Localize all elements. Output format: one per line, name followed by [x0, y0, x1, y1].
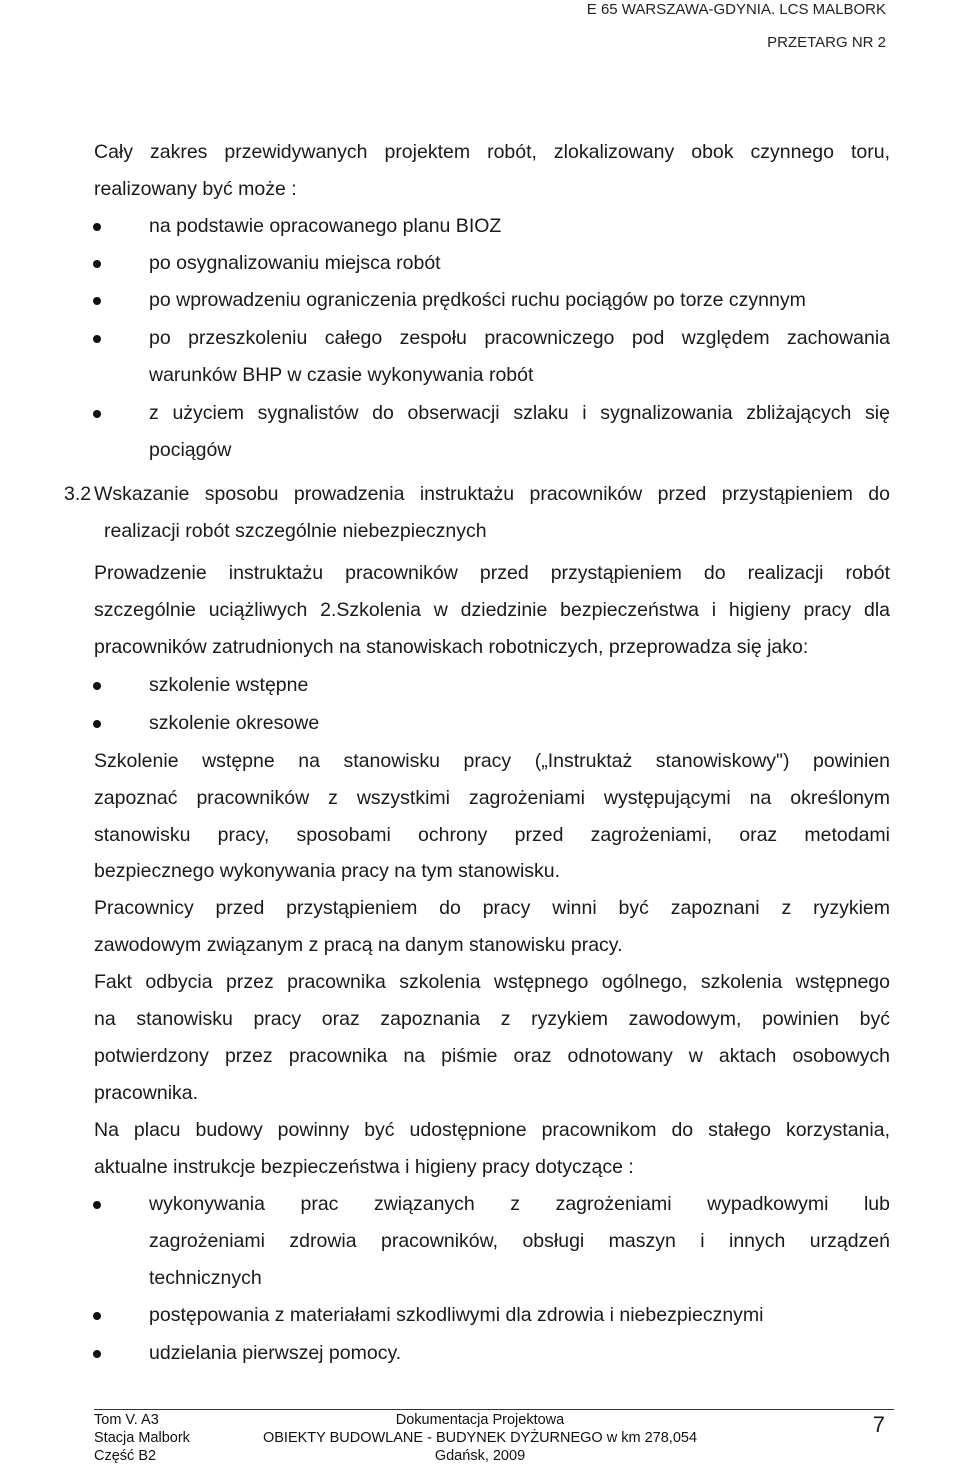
footer-doc-title: Dokumentacja Projektowa [395, 1412, 565, 1428]
footer-volume: Tom V. A3 [94, 1412, 159, 1428]
header-tender-number: PRZETARG NR 2 [767, 34, 886, 51]
paragraph-line: na stanowisku pracy oraz zapoznania z ryzykiem zawodowym, powinien być [94, 1008, 890, 1030]
paragraph-line: pracownika. [94, 1082, 199, 1104]
paragraph-line: potwierdzony przez pracownika na piśmie oraz odnotowany w aktach osobowych [94, 1045, 890, 1067]
list-item-continuation: warunków BHP w czasie wykonywania robót [149, 364, 534, 386]
list-item-continuation: zagrożeniami zdrowia pracowników, obsługi maszyn i innych urządzeń [149, 1230, 890, 1252]
bullet-icon [93, 1312, 101, 1320]
paragraph-line: Szkolenie wstępne na stanowisku pracy („Instruktaż stanowiskowy") powinien [94, 750, 890, 772]
header-project-title: E 65 WARSZAWA-GDYNIA. LCS MALBORK [586, 1, 886, 18]
bullet-icon [93, 1201, 101, 1209]
section-number: 3.2 [64, 483, 92, 505]
list-item: z użyciem sygnalistów do obserwacji szlaku i sygnalizowania zbliżających się [149, 402, 890, 424]
paragraph-line: aktualne instrukcje bezpieczeństwa i higieny pracy dotyczące : [94, 1156, 634, 1178]
footer-station: Stacja Malbork [94, 1430, 190, 1446]
paragraph-line: Fakt odbycia przez pracownika szkolenia wstępnego ogólnego, szkolenia wstępnego [94, 971, 890, 993]
paragraph-line: bezpiecznego wykonywania pracy na tym stanowisku. [94, 860, 561, 882]
footer-divider [94, 1409, 894, 1410]
paragraph-line: stanowisku pracy, sposobami ochrony przed zagrożeniami, oraz metodami [94, 824, 890, 846]
paragraph-line: Na placu budowy powinny być udostępnione pracownikom do stałego korzystania, [94, 1119, 890, 1141]
intro-line: Cały zakres przewidywanych projektem robót, zlokalizowany obok czynnego toru, [94, 141, 890, 163]
bullet-icon [93, 297, 101, 305]
paragraph-line: Pracownicy przed przystąpieniem do pracy winni być zapoznani z ryzykiem [94, 897, 890, 919]
list-item: po przeszkoleniu całego zespołu pracowniczego pod względem zachowania [149, 327, 890, 349]
section-title: realizacji robót szczególnie niebezpiecznych [104, 520, 487, 542]
list-item: na podstawie opracowanego planu BIOZ [149, 215, 502, 237]
list-item: wykonywania prac związanych z zagrożeniami wypadkowymi lub [149, 1193, 890, 1215]
list-item: szkolenie wstępne [149, 674, 309, 696]
paragraph-line: pracowników zatrudnionych na stanowiskach robotniczych, przeprowadza się jako: [94, 636, 809, 658]
paragraph-line: zapoznać pracowników z wszystkimi zagrożeniami występującymi na określonym [94, 787, 890, 809]
list-item: po wprowadzeniu ograniczenia prędkości ruchu pociągów po torze czynnym [149, 289, 806, 311]
bullet-icon [93, 410, 101, 418]
intro-line: realizowany być może : [94, 178, 297, 200]
paragraph-line: Prowadzenie instruktażu pracowników przed przystąpieniem do realizacji robót [94, 562, 890, 584]
paragraph-line: szczególnie uciążliwych 2.Szkolenia w dziedzinie bezpieczeństwa i higieny pracy dla [94, 599, 890, 621]
list-item: udzielania pierwszej pomocy. [149, 1342, 402, 1364]
list-item: szkolenie okresowe [149, 712, 320, 734]
footer-part: Część B2 [94, 1448, 157, 1464]
list-item-continuation: technicznych [149, 1267, 262, 1289]
bullet-icon [93, 223, 101, 231]
list-item-continuation: pociągów [149, 439, 232, 461]
bullet-icon [93, 335, 101, 343]
bullet-icon [93, 1350, 101, 1358]
bullet-icon [93, 682, 101, 690]
list-item: po osygnalizowaniu miejsca robót [149, 252, 441, 274]
footer-object: OBIEKTY BUDOWLANE - BUDYNEK DYŻURNEGO w km 278,054 [262, 1430, 698, 1446]
list-item: postępowania z materiałami szkodliwymi dla zdrowia i niebezpiecznymi [149, 1304, 764, 1326]
section-title: Wskazanie sposobu prowadzenia instruktażu pracowników przed przystąpieniem do [94, 483, 890, 505]
bullet-icon [93, 720, 101, 728]
paragraph-line: zawodowym związanym z pracą na danym stanowisku pracy. [94, 934, 623, 956]
footer-place-date: Gdańsk, 2009 [434, 1448, 526, 1464]
page-number: 7 [872, 1412, 885, 1437]
bullet-icon [93, 260, 101, 268]
